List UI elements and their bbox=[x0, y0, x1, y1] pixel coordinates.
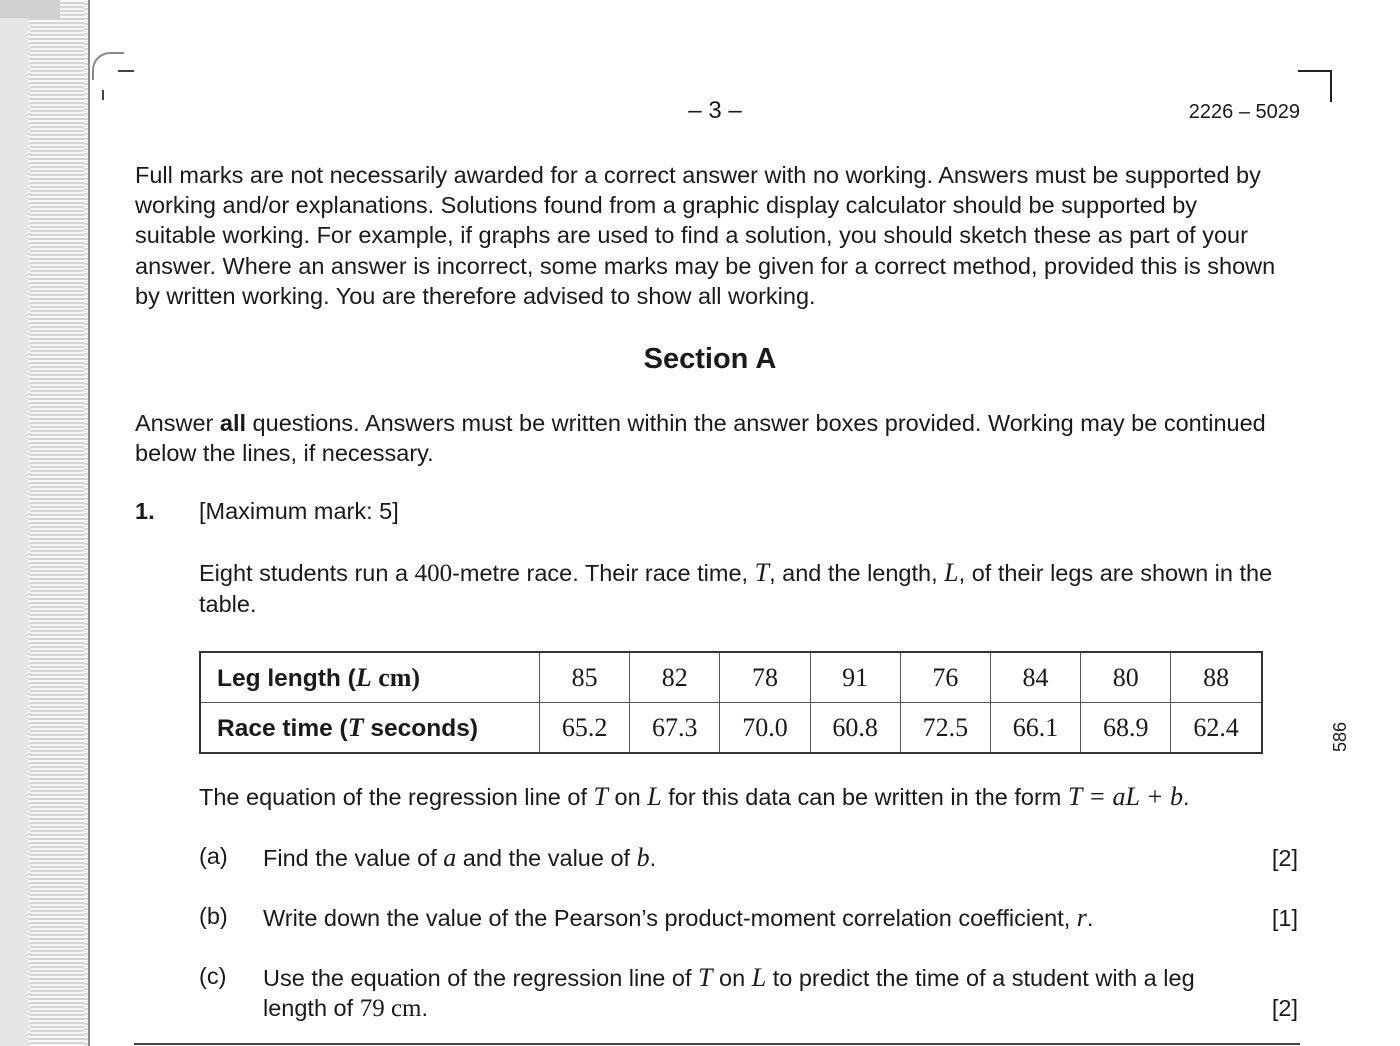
scan-shadow bbox=[0, 0, 60, 18]
question-stem bbox=[199, 558, 1279, 619]
part-c-label: (c) bbox=[199, 963, 227, 989]
table-cell: 76 bbox=[900, 652, 990, 703]
table-cell: 66.1 bbox=[990, 703, 1080, 754]
table-cell: 68.9 bbox=[1081, 703, 1171, 754]
part-b-text-2: . bbox=[1086, 905, 1094, 931]
variable-L: L bbox=[751, 963, 767, 992]
stem-text-4: , of their legs are shown in the table. bbox=[199, 560, 1273, 618]
row-header-text: Leg length ( bbox=[217, 664, 356, 692]
stem-text-2: -metre race. Their race time, bbox=[452, 560, 755, 586]
table-cell: 88 bbox=[1171, 652, 1262, 703]
instructions-prefix: Answer bbox=[135, 410, 220, 436]
table-cell: 62.4 bbox=[1171, 703, 1262, 754]
table-cell: 72.5 bbox=[900, 703, 990, 754]
regression-text-4: . bbox=[1183, 784, 1190, 810]
corner-crop-mark bbox=[1298, 70, 1332, 102]
regression-statement bbox=[199, 782, 1289, 812]
section-title: Section A bbox=[643, 343, 777, 375]
answer-line bbox=[134, 1043, 1300, 1045]
variable-T: T bbox=[698, 963, 713, 992]
row-header-race-time bbox=[200, 703, 540, 754]
page-number: – 3 – bbox=[688, 97, 742, 124]
part-a-text-1: Find the value of bbox=[263, 845, 444, 871]
side-code: 586 bbox=[1330, 721, 1350, 752]
regression-text-2: on bbox=[608, 784, 648, 810]
regression-equation: T = aL + b bbox=[1067, 782, 1183, 811]
margin-tick bbox=[102, 90, 104, 100]
row-header-text: Race time ( bbox=[217, 714, 348, 742]
variable-a: a bbox=[443, 843, 457, 872]
part-a-text-2: and the value of bbox=[456, 845, 637, 871]
table-cell: 85 bbox=[540, 652, 630, 703]
instructions-paragraph bbox=[135, 408, 1280, 468]
variable-L: L bbox=[647, 782, 662, 811]
variable-T: T bbox=[754, 558, 770, 587]
row-header-unit: seconds) bbox=[363, 714, 478, 742]
variable-r: r bbox=[1076, 903, 1087, 932]
part-c-text-3: to predict the time of a student with a leg length of bbox=[263, 965, 1195, 1022]
table-cell: 65.2 bbox=[540, 703, 630, 754]
table-cell: 84 bbox=[990, 652, 1080, 703]
table-cell: 91 bbox=[810, 652, 900, 703]
race-distance: 400 bbox=[414, 560, 453, 587]
part-b-text bbox=[263, 903, 1223, 933]
part-c-mark: [2] bbox=[1271, 995, 1298, 1021]
part-a-text bbox=[263, 843, 1223, 873]
data-table bbox=[199, 651, 1263, 754]
stem-text-3: , and the length, bbox=[769, 560, 945, 586]
part-c-text-4: . bbox=[421, 995, 429, 1022]
part-c-text-2: on bbox=[712, 965, 752, 991]
table-cell: 67.3 bbox=[630, 703, 720, 754]
table-cell: 78 bbox=[720, 652, 810, 703]
binding-holes bbox=[30, 0, 84, 1046]
variable-T: T bbox=[593, 782, 609, 811]
row-header-var: T bbox=[347, 712, 364, 742]
part-b-mark: [1] bbox=[1271, 905, 1298, 931]
row-header-unit: cm) bbox=[371, 662, 421, 692]
question-number: 1. bbox=[135, 498, 155, 524]
part-c-text-1: Use the equation of the regression line of bbox=[263, 965, 699, 991]
regression-text-3: for this data can be written in the form bbox=[661, 784, 1068, 810]
part-b-label: (b) bbox=[199, 903, 228, 929]
document-code: 2226 – 5029 bbox=[1188, 101, 1300, 123]
variable-L: L bbox=[944, 558, 959, 587]
table-cell: 80 bbox=[1081, 652, 1171, 703]
table-cell: 82 bbox=[630, 652, 720, 703]
intro-paragraph: Full marks are not necessarily awarded for a correct answer with no working. Answers must be supported by working and/or explanations. Solutions found from a graphic display calculator should be supported by suitable working. For example, if graphs are used to find a solution, you should sketch these as part of your answer. Where an answer is incorrect, some marks may be given for a correct method, provided this is shown by written working. You are therefore advised to show all working. bbox=[135, 162, 1276, 309]
part-a-mark: [2] bbox=[1271, 845, 1298, 871]
max-mark: [Maximum mark: 5] bbox=[199, 498, 399, 524]
margin-dash bbox=[118, 70, 134, 72]
part-c-text bbox=[263, 963, 1238, 1024]
table-cell: 70.0 bbox=[720, 703, 810, 754]
part-a-label: (a) bbox=[199, 843, 228, 869]
instructions-bold: all bbox=[219, 410, 247, 436]
row-header-leg-length bbox=[200, 652, 540, 703]
variable-b: b bbox=[636, 843, 650, 872]
part-b-text-1: Write down the value of the Pearson’s product-moment correlation coefficient, bbox=[263, 905, 1077, 931]
binding-edge bbox=[0, 0, 28, 1046]
instructions-suffix: questions. Answers must be written within the answer boxes provided. Working may be continued below the lines, if necessary. bbox=[135, 410, 1266, 467]
table-row-race-time bbox=[200, 703, 1262, 754]
part-a-text-3: . bbox=[649, 845, 657, 871]
row-header-var: L bbox=[355, 662, 372, 692]
table-cell: 60.8 bbox=[810, 703, 900, 754]
table-row-leg-length bbox=[200, 652, 1262, 703]
regression-text-1: The equation of the regression line of bbox=[199, 784, 594, 810]
leg-length-value: 79 cm bbox=[359, 995, 422, 1023]
stem-text-1: Eight students run a bbox=[199, 560, 415, 586]
page-curl-mark bbox=[92, 52, 124, 80]
